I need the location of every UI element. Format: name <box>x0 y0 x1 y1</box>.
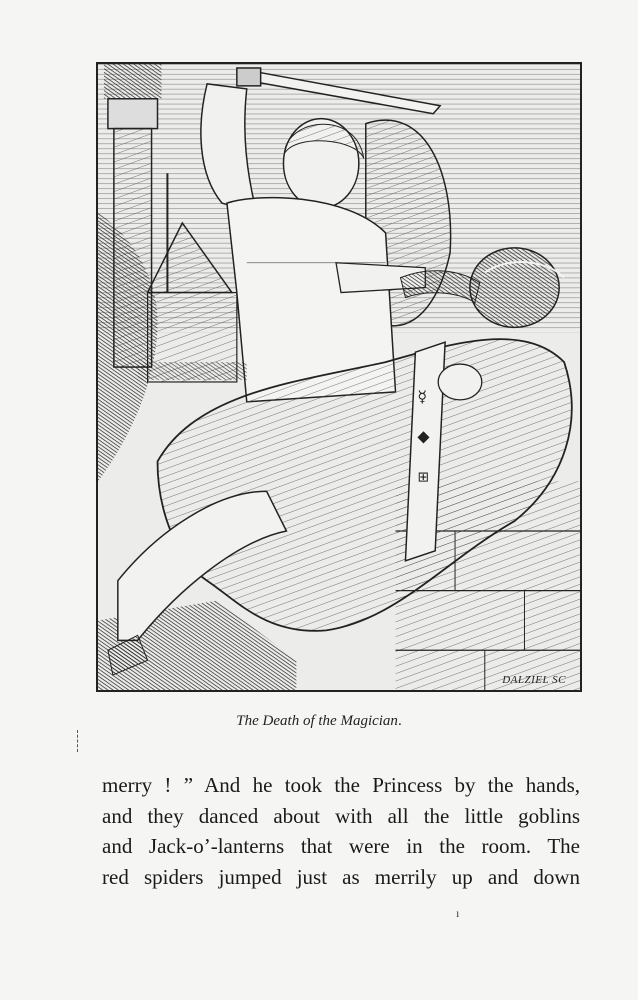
svg-text:☿: ☿ <box>417 386 428 406</box>
text-line: and they danced about with all the little goblins <box>102 803 580 828</box>
balcony-shadow <box>138 362 247 380</box>
caption-period: . <box>397 713 402 729</box>
svg-text:◆: ◆ <box>417 426 430 446</box>
body-text <box>102 770 580 892</box>
engraver-signature: DALZIEL SC <box>502 674 566 686</box>
illustration-caption <box>0 713 638 730</box>
svg-text:⊞: ⊞ <box>417 469 429 486</box>
engraving-illustration <box>96 62 582 692</box>
caption-text: The Death of the Magician <box>236 713 398 729</box>
text-line: merry ! ” And he took the Princess by the hands, <box>102 773 580 797</box>
margin-mark <box>77 730 79 752</box>
text-line: and Jack-o’-lanterns that were in the room. The <box>102 834 580 858</box>
engraving-artwork <box>98 64 580 690</box>
text-line: red spiders jumped just as merrily up and down <box>102 864 580 889</box>
stray-ink-mark: ı <box>456 906 460 920</box>
